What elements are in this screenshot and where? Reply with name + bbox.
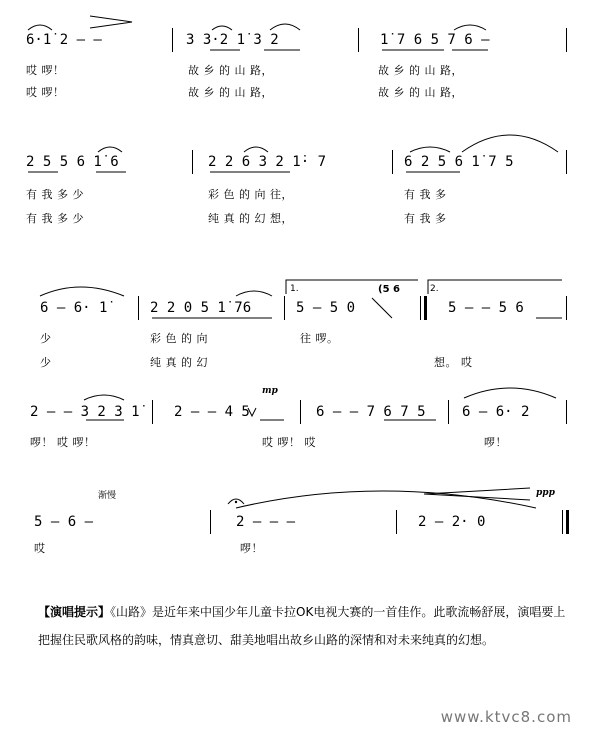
notes-s3-m3: 5 – 5 0 [296, 300, 356, 316]
notes-s4-m3: 6 – – 7 6 7 5 [316, 404, 426, 420]
notes-s3-m1: 6 – 6· 1̇ [40, 300, 108, 316]
notes-s2-m2: 2 2 6 3 2 1̇· 7 [208, 154, 327, 170]
barline [172, 28, 173, 52]
lyric-1-s5-m2: 啰！ [240, 542, 263, 555]
lyric-1-s2-m2: 彩 色 的 向 往， [208, 188, 293, 201]
final-barline-thin [562, 510, 563, 534]
decrescendo-hairpin [90, 16, 132, 28]
lyric-1-s4-m3: 啰！ [484, 436, 507, 449]
lyric-1-s4-m2: 哎 啰！ 哎 [262, 436, 316, 449]
lyric-1-s1-m2: 故 乡 的 山 路， [188, 64, 273, 77]
notes-s5-m3: 2 – 2· 0 [418, 514, 486, 530]
barline [284, 296, 285, 320]
repeat-barline-thin [420, 296, 421, 320]
notes-s4-m4: 6 – 6· 2 [462, 404, 530, 420]
lyric-2-s1-m3: 故 乡 的 山 路， [378, 86, 463, 99]
notes-s5-m1: 5 – 6 – [34, 514, 94, 530]
crescendo-hairpin [424, 488, 530, 500]
lyric-1-s3-m2: 彩 色 的 向 [150, 332, 208, 345]
notes-s4-m1: 2 – – 3 2 3 1̇ [30, 404, 140, 420]
watermark: www.ktvc8.com [440, 708, 572, 726]
fermata-dot [235, 501, 237, 503]
tie [40, 287, 124, 296]
volta-2-label: 2. [430, 284, 439, 294]
notes-s3-m4: 5 – – 5 6 [448, 300, 524, 316]
notes-s1-m2: 3 3·2 1̇ 3 2 [186, 32, 279, 48]
barline [152, 400, 153, 424]
lyric-2-s1-m2: 故 乡 的 山 路， [188, 86, 273, 99]
slur [212, 26, 232, 30]
barline [358, 28, 359, 52]
notes-s4-m2: 2 – – 4 5 [174, 404, 250, 420]
final-barline-thick [566, 510, 569, 534]
slur [236, 291, 272, 296]
lyric-2-s3-m3: 想。 哎 [434, 356, 473, 369]
slash [372, 298, 392, 318]
barline [138, 296, 139, 320]
lyric-1-s5-m1: 哎 [34, 542, 46, 555]
lyric-1-s1-m1: 哎 啰！ [26, 64, 65, 77]
tip-body: 《山路》是近年来中国少年儿童卡拉OK电视大赛的一首佳作。此歌流畅舒展，演唱要上把握住民歌风格的韵味，情真意切、甜美地唱出故乡山路的深情和对未来纯真的幻想。 [38, 605, 566, 647]
slur [454, 25, 486, 30]
barline [566, 28, 567, 52]
dynamic-ppp: ppp [536, 488, 555, 498]
slur [84, 395, 124, 400]
barline [566, 150, 567, 174]
notes-s1-m1: 6·1̇ 2 – – [26, 32, 102, 48]
rit-marking: 渐慢 [98, 491, 117, 501]
slur [410, 147, 450, 152]
barline [396, 510, 397, 534]
lyric-2-s3-m1: 少 [40, 356, 52, 369]
lyric-1-s2-m3: 有 我 多 [404, 188, 447, 201]
fermata [228, 499, 244, 504]
barline [448, 400, 449, 424]
lyric-2-s3-m2: 纯 真 的 幻 [150, 356, 208, 369]
slur [98, 147, 122, 152]
slur [28, 25, 52, 30]
notes-s5-m2: 2 – – – [236, 514, 296, 530]
volta-1-label: 1. [290, 284, 299, 294]
slur [464, 388, 556, 398]
dynamic-mp: mp [262, 386, 278, 396]
notes-s2-m1: 2 5 5 6 1̇ 6 [26, 154, 119, 170]
lyric-1-s2-m1: 有 我 多 少 [26, 188, 84, 201]
tip-lead: 【演唱提示】 [38, 605, 111, 619]
barline [300, 400, 301, 424]
lyric-1-s4-m1: 啰！ 哎 啰！ [30, 436, 96, 449]
notes-s2-m3: 6 2 5 6 1̇ 7 5 [404, 154, 514, 170]
barline [566, 400, 567, 424]
lyric-1-s3-m1: 少 [40, 332, 52, 345]
lyric-1-s3-m3: 往 啰。 [300, 332, 339, 345]
slur [270, 24, 300, 30]
lyric-2-s2-m1: 有 我 多 少 [26, 212, 84, 225]
lyric-2-s2-m2: 纯 真 的 幻 想， [208, 212, 293, 225]
repeat-barline-thick [424, 296, 427, 320]
slur [244, 147, 268, 152]
barline [392, 150, 393, 174]
notes-s1-m3: 1̇ 7 6 5 7 6 – [380, 32, 490, 48]
lyric-1-s1-m3: 故 乡 的 山 路， [378, 64, 463, 77]
performance-tip [38, 598, 568, 654]
lyric-2-s2-m3: 有 我 多 [404, 212, 447, 225]
volta-2-bracket [428, 280, 562, 294]
barline [566, 296, 567, 320]
notes-s3-m2: 2 2 0 5 1̇ 76 [150, 300, 252, 316]
tie [236, 491, 536, 508]
volta-1-pickup: (5 6 [378, 284, 400, 295]
barline [192, 150, 193, 174]
slur [462, 135, 558, 152]
barline [210, 510, 211, 534]
lyric-2-s1-m1: 哎 啰！ [26, 86, 65, 99]
